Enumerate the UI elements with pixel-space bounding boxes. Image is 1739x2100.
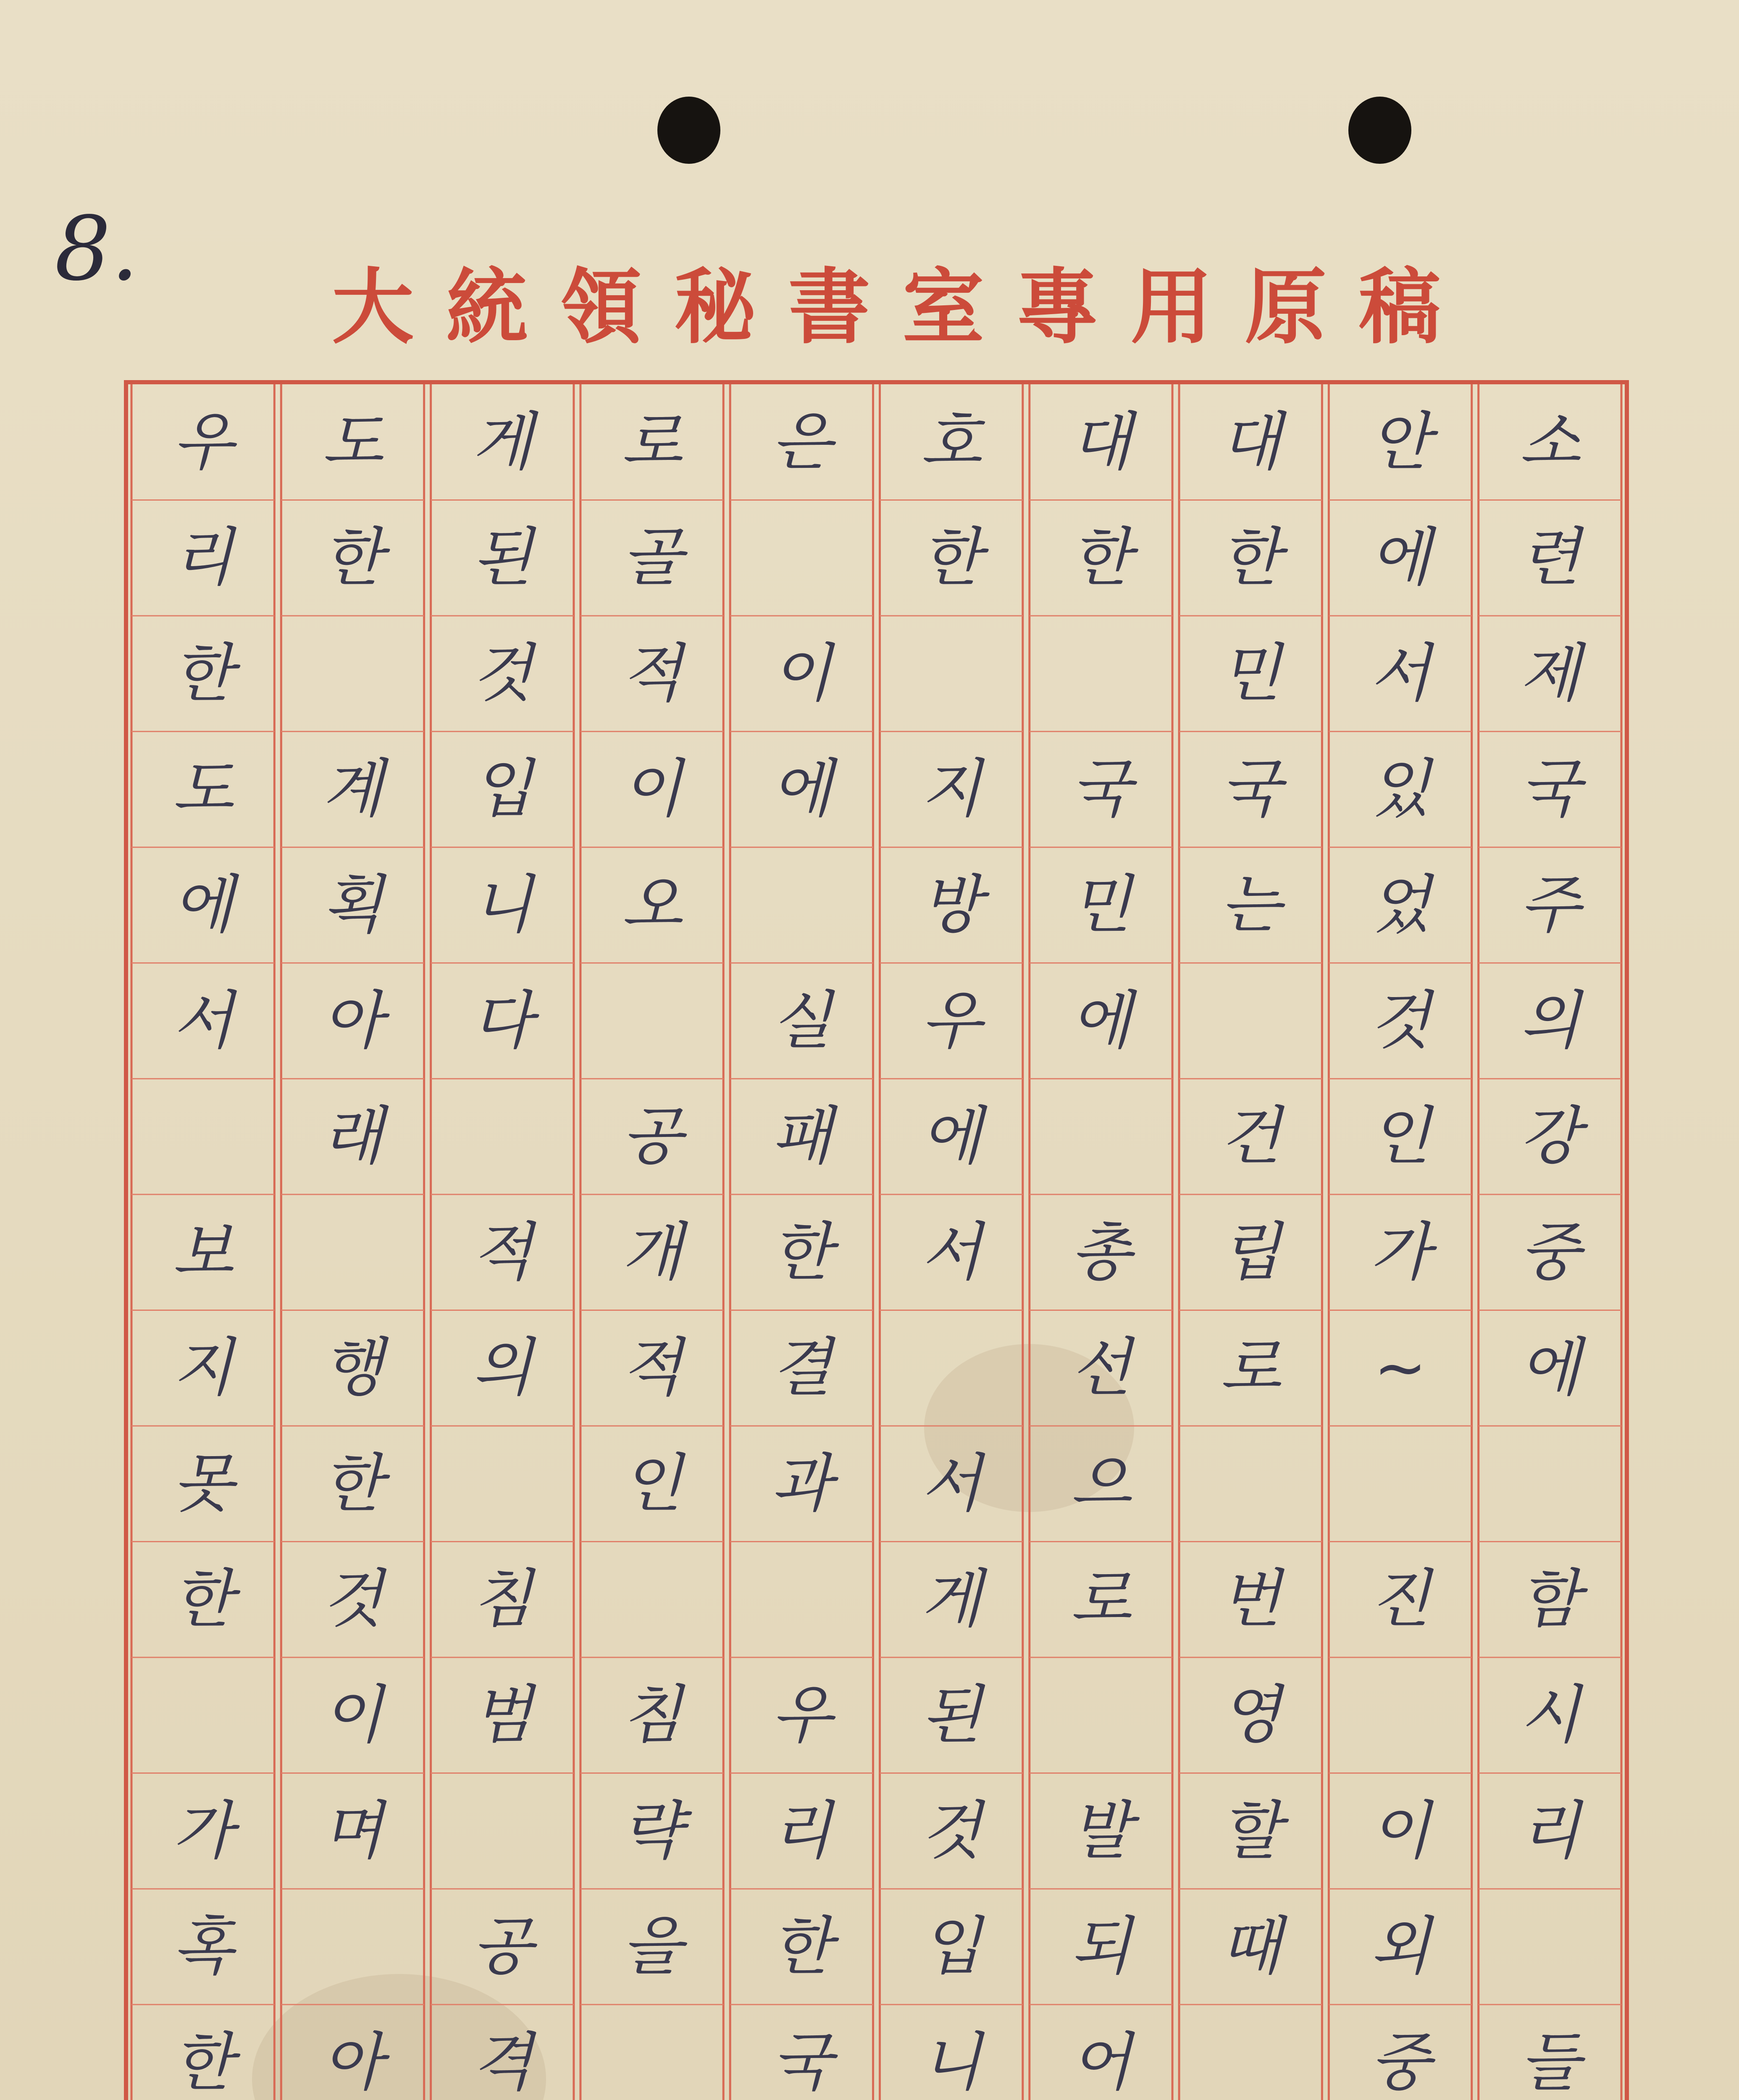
- handwritten-char: 이: [1370, 1794, 1431, 1868]
- handwritten-char: 아: [322, 984, 383, 1058]
- handwritten-page-number: 8.: [55, 197, 139, 300]
- handwritten-char: 서: [921, 1215, 982, 1289]
- handwritten-char: 되: [1070, 1910, 1132, 1984]
- handwritten-char: 호: [921, 405, 982, 479]
- text-column: [1176, 384, 1325, 2100]
- handwritten-char: 있: [1370, 753, 1431, 826]
- handwritten-char: 의: [472, 1331, 533, 1405]
- handwritten-char: 국: [771, 2026, 832, 2099]
- text-column: [428, 384, 577, 2100]
- handwritten-char: 인: [621, 1447, 683, 1520]
- header-char: 秘: [674, 258, 756, 355]
- header-char: 用: [1130, 258, 1213, 355]
- handwritten-char: [1497, 1426, 1602, 1542]
- handwritten-char: [599, 1542, 704, 1658]
- handwritten-char: 서: [1370, 637, 1431, 710]
- letterhead-title: [332, 252, 1441, 361]
- handwritten-char: 게: [472, 405, 533, 479]
- handwritten-char: [150, 1657, 255, 1773]
- handwritten-char: 중: [1519, 1215, 1581, 1289]
- handwritten-char: [1048, 616, 1153, 732]
- handwritten-char: [749, 500, 854, 616]
- handwritten-char: 도: [172, 753, 234, 826]
- handwritten-char: 로: [1070, 1563, 1132, 1636]
- header-char: 大: [332, 258, 414, 355]
- handwritten-char: 한: [1220, 521, 1281, 595]
- handwritten-char: 못: [172, 1447, 234, 1520]
- handwritten-char: 방: [921, 869, 982, 942]
- handwritten-char: 영: [1220, 1678, 1281, 1752]
- header-char: 統: [446, 258, 528, 355]
- handwritten-char: 국: [1519, 753, 1581, 826]
- handwritten-char: [300, 1889, 405, 2005]
- handwritten-char: 서: [921, 1447, 982, 1520]
- handwritten-char: [1348, 1426, 1453, 1542]
- handwritten-char: 국: [1220, 753, 1281, 826]
- handwritten-char: 리: [771, 1794, 832, 1868]
- handwritten-char: 한: [771, 1910, 832, 1984]
- handwritten-char: 중: [1370, 2026, 1431, 2099]
- handwritten-char: 가: [1370, 1215, 1431, 1289]
- handwritten-char: [899, 1310, 1004, 1426]
- handwritten-char: 공: [472, 1910, 533, 1984]
- handwritten-char: 아: [322, 2026, 383, 2099]
- handwritten-char: 개: [621, 1215, 683, 1289]
- handwritten-char: 인: [1370, 1100, 1431, 1173]
- handwritten-char: 로: [1220, 1331, 1281, 1405]
- handwritten-char: 며: [322, 1794, 383, 1868]
- header-char: 專: [1016, 258, 1098, 355]
- handwritten-char: [749, 1542, 854, 1658]
- handwritten-char: 계: [322, 753, 383, 826]
- handwritten-char: [1198, 1426, 1303, 1542]
- handwritten-char: [300, 616, 405, 732]
- handwritten-char: 니: [921, 2026, 982, 2099]
- handwritten-char: 대: [1070, 405, 1132, 479]
- header-char: 書: [788, 258, 870, 355]
- handwritten-char: 획: [322, 869, 383, 942]
- handwritten-char: 결: [771, 1331, 832, 1405]
- handwritten-char: 는: [1220, 869, 1281, 942]
- handwritten-char: 오: [621, 869, 683, 942]
- text-column: [278, 384, 427, 2100]
- header-char: 稿: [1358, 258, 1441, 355]
- handwritten-char: 패: [771, 1100, 832, 1173]
- handwritten-char: 된: [921, 1678, 982, 1752]
- handwritten-char: 한: [1070, 521, 1132, 595]
- handwritten-char: [749, 847, 854, 963]
- handwritten-char: [599, 963, 704, 1079]
- handwritten-char: 공: [621, 1100, 683, 1173]
- handwritten-char: 범: [472, 1678, 533, 1752]
- handwritten-char: 에: [1370, 521, 1431, 595]
- handwritten-char: 한: [172, 2026, 234, 2099]
- handwritten-char: 것: [322, 1563, 383, 1636]
- handwritten-char: 적: [472, 1215, 533, 1289]
- handwritten-char: 혹: [172, 1910, 234, 1984]
- handwritten-char: 강: [1519, 1100, 1581, 1173]
- handwritten-char: 한: [771, 1215, 832, 1289]
- handwritten-char: [1348, 1657, 1453, 1773]
- handwritten-char: 보: [172, 1215, 234, 1289]
- handwritten-char: 민: [1220, 637, 1281, 710]
- handwritten-char: [1198, 963, 1303, 1079]
- handwritten-char: 우: [921, 984, 982, 1058]
- handwritten-char: 도: [322, 405, 383, 479]
- binder-hole-left: [657, 97, 720, 164]
- handwritten-char: 격: [472, 2026, 533, 2099]
- handwritten-char: 입: [472, 753, 533, 826]
- handwritten-char: 번: [1220, 1563, 1281, 1636]
- handwritten-char: 진: [1370, 1563, 1431, 1636]
- handwritten-char: 우: [771, 1678, 832, 1752]
- handwritten-char: 된: [472, 521, 533, 595]
- header-char: 領: [560, 258, 642, 355]
- handwritten-char: 민: [1070, 869, 1132, 942]
- handwritten-char: 침: [621, 1678, 683, 1752]
- text-column: [1026, 384, 1176, 2100]
- handwritten-char: 발: [1070, 1794, 1132, 1868]
- handwritten-char: 략: [621, 1794, 683, 1868]
- handwritten-char: 주: [1519, 869, 1581, 942]
- text-column: [727, 384, 876, 2100]
- handwritten-char: 것: [472, 637, 533, 710]
- binder-hole-right: [1348, 97, 1411, 164]
- handwritten-char: 침: [472, 1563, 533, 1636]
- handwritten-columns: [128, 384, 1625, 2100]
- handwritten-char: [1198, 2005, 1303, 2100]
- handwritten-char: 안: [1370, 405, 1431, 479]
- handwritten-char: 총: [1070, 1215, 1132, 1289]
- handwritten-char: [150, 1079, 255, 1194]
- text-column: [1475, 384, 1625, 2100]
- handwritten-char: [1497, 1889, 1602, 2005]
- handwritten-char: 립: [1220, 1215, 1281, 1289]
- handwritten-char: 적: [621, 637, 683, 710]
- handwritten-char: 리: [1519, 1794, 1581, 1868]
- handwritten-char: 지: [172, 1331, 234, 1405]
- handwritten-char: 과: [771, 1447, 832, 1520]
- header-char: 原: [1245, 258, 1327, 355]
- handwritten-char: [450, 1426, 555, 1542]
- handwritten-char: 은: [771, 405, 832, 479]
- handwritten-char: 한: [322, 1447, 383, 1520]
- handwritten-char: 서: [172, 984, 234, 1058]
- handwritten-char: 에: [771, 753, 832, 826]
- handwritten-char: 으: [1070, 1447, 1132, 1520]
- handwritten-char: 의: [1519, 984, 1581, 1058]
- handwritten-char: 련: [1519, 521, 1581, 595]
- handwritten-char: [599, 2005, 704, 2100]
- header-char: 室: [902, 258, 985, 355]
- handwritten-char: [300, 1194, 405, 1310]
- text-column: [1325, 384, 1475, 2100]
- text-column: [877, 384, 1026, 2100]
- handwritten-char: 이: [621, 753, 683, 826]
- handwritten-char: 한: [322, 521, 383, 595]
- handwritten-char: 건: [1220, 1100, 1281, 1173]
- handwritten-char: 입: [921, 1910, 982, 1984]
- handwritten-char: 국: [1070, 753, 1132, 826]
- handwritten-char: 우: [172, 405, 234, 479]
- handwritten-char: 가: [172, 1794, 234, 1868]
- handwritten-char: 것: [1370, 984, 1431, 1058]
- handwritten-char: 함: [1519, 1563, 1581, 1636]
- handwritten-char: 행: [322, 1331, 383, 1405]
- handwritten-char: 외: [1370, 1910, 1431, 1984]
- handwritten-char: 대: [1220, 405, 1281, 479]
- handwritten-char: [1048, 1657, 1153, 1773]
- handwritten-char: [450, 1079, 555, 1194]
- handwritten-char: 시: [1519, 1678, 1581, 1752]
- handwritten-char: 에: [1070, 984, 1132, 1058]
- handwritten-char: 이: [771, 637, 832, 710]
- handwritten-char: 선: [1070, 1331, 1132, 1405]
- handwritten-char: 리: [172, 521, 234, 595]
- handwritten-char: 한: [921, 521, 982, 595]
- handwritten-char: 골: [621, 521, 683, 595]
- handwritten-char: [1048, 1079, 1153, 1194]
- handwritten-char: 지: [921, 753, 982, 826]
- text-column: [577, 384, 727, 2100]
- text-column: [128, 384, 278, 2100]
- handwritten-char: 제: [1519, 637, 1581, 710]
- handwritten-char: 래: [322, 1100, 383, 1173]
- handwritten-char: 다: [472, 984, 533, 1058]
- handwritten-char: 에: [1519, 1331, 1581, 1405]
- handwritten-char: 한: [172, 1563, 234, 1636]
- handwritten-char: 로: [621, 405, 683, 479]
- handwritten-char: 었: [1370, 869, 1431, 942]
- handwritten-char: 실: [771, 984, 832, 1058]
- handwritten-char: 어: [1070, 2026, 1132, 2099]
- handwritten-char: 때: [1220, 1910, 1281, 1984]
- handwritten-char: [450, 1773, 555, 1889]
- handwritten-char: 에: [921, 1100, 982, 1173]
- handwritten-char: 적: [621, 1331, 683, 1405]
- handwritten-char: 게: [921, 1563, 982, 1636]
- handwritten-char: ~: [1374, 1331, 1427, 1405]
- handwritten-char: 니: [472, 869, 533, 942]
- manuscript-grid: [124, 380, 1629, 2100]
- handwritten-char: 에: [172, 869, 234, 942]
- handwritten-char: 것: [921, 1794, 982, 1868]
- handwritten-char: 들: [1519, 2026, 1581, 2099]
- handwritten-char: 할: [1220, 1794, 1281, 1868]
- handwritten-char: 소: [1519, 405, 1581, 479]
- handwritten-char: 이: [322, 1678, 383, 1752]
- handwritten-char: [899, 616, 1004, 732]
- handwritten-char: 을: [621, 1910, 683, 1984]
- handwritten-char: 한: [172, 637, 234, 710]
